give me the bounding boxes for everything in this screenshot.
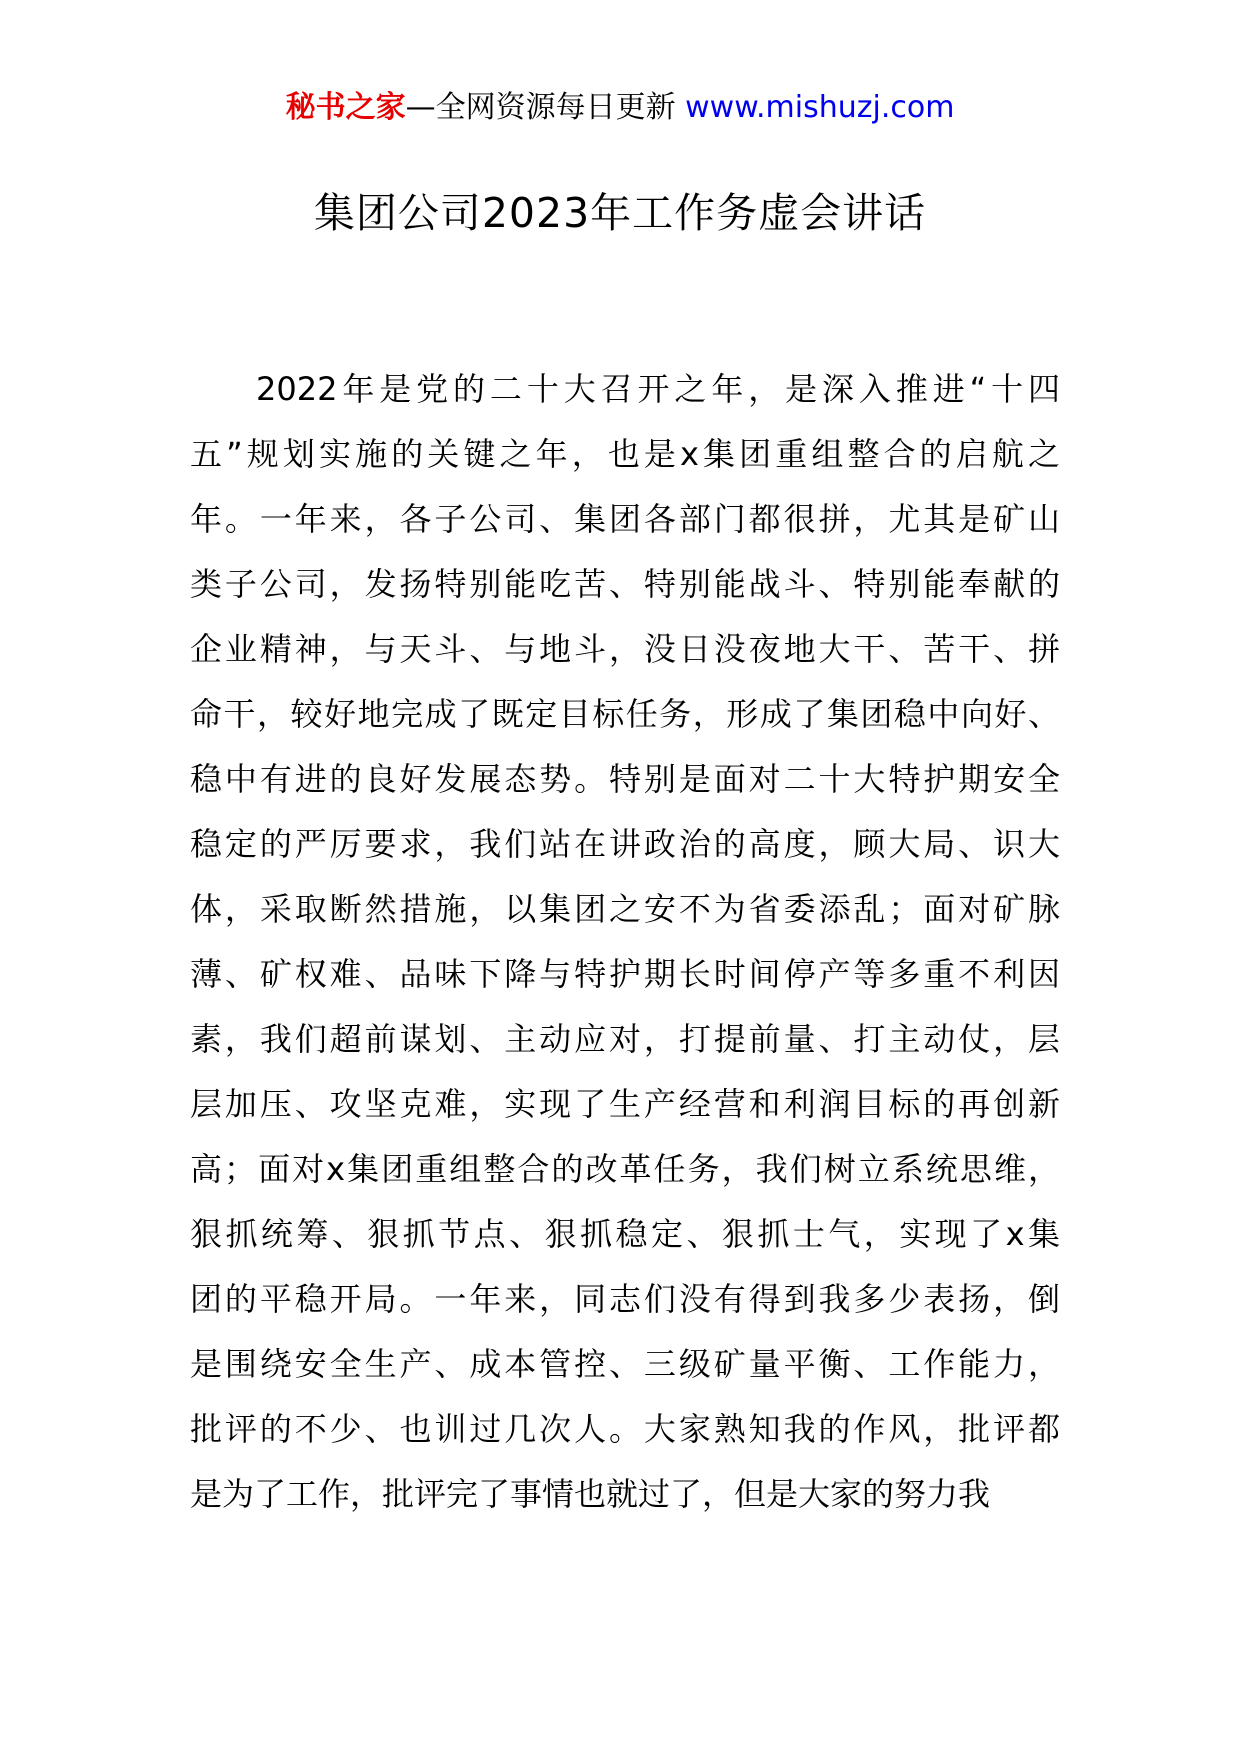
paragraph-line: 稳定的严厉要求，我们站在讲政治的高度，顾大局、识大 xyxy=(190,825,1060,863)
paragraph-line: 高；面对x集团重组整合的改革任务，我们树立系统思维， xyxy=(190,1150,1060,1188)
document-body xyxy=(190,357,1060,1527)
paragraph-line: 狠抓统筹、狠抓节点、狠抓稳定、狠抓士气，实现了x集 xyxy=(190,1215,1060,1253)
paragraph-line: 体，采取断然措施，以集团之安不为省委添乱；面对矿脉 xyxy=(190,890,1060,928)
paragraph-line: 薄、矿权难、品味下降与特护期长时间停产等多重不利因 xyxy=(190,955,1060,993)
paragraph-line: 稳中有进的良好发展态势。特别是面对二十大特护期安全 xyxy=(190,760,1060,798)
site-header xyxy=(0,88,1240,128)
site-slogan: —全网资源每日更新 xyxy=(405,90,676,125)
paragraph-line: 团的平稳开局。一年来，同志们没有得到我多少表扬，倒 xyxy=(190,1280,1060,1318)
paragraph-line: 命干，较好地完成了既定目标任务，形成了集团稳中向好、 xyxy=(190,695,1060,733)
paragraph-line: 年。一年来，各子公司、集团各部门都很拼，尤其是矿山 xyxy=(190,500,1060,538)
paragraph-line: 是为了工作，批评完了事情也就过了，但是大家的努力我 xyxy=(190,1475,991,1513)
paragraph-line: 类子公司，发扬特别能吃苦、特别能战斗、特别能奉献的 xyxy=(190,565,1060,603)
paragraph-line: 层加压、攻坚克难，实现了生产经营和利润目标的再创新 xyxy=(190,1085,1060,1123)
paragraph-line: 是围绕安全生产、成本管控、三级矿量平衡、工作能力， xyxy=(190,1345,1060,1383)
paragraph-line: 批评的不少、也训过几次人。大家熟知我的作风，批评都 xyxy=(190,1410,1060,1448)
paragraph-line: 2022年是党的二十大召开之年，是深入推进“十四 xyxy=(256,370,1060,408)
paragraph-line: 素，我们超前谋划、主动应对，打提前量、打主动仗，层 xyxy=(190,1020,1060,1058)
site-url-link[interactable]: www.mishuzj.com xyxy=(685,90,955,125)
paragraph-line: 五”规划实施的关键之年，也是x集团重组整合的启航之 xyxy=(190,435,1060,473)
document-title: 集团公司2023年工作务虚会讲话 xyxy=(313,189,927,237)
paragraph-line: 企业精神，与天斗、与地斗，没日没夜地大干、苦干、拼 xyxy=(190,630,1060,668)
site-brand: 秘书之家 xyxy=(285,90,406,125)
